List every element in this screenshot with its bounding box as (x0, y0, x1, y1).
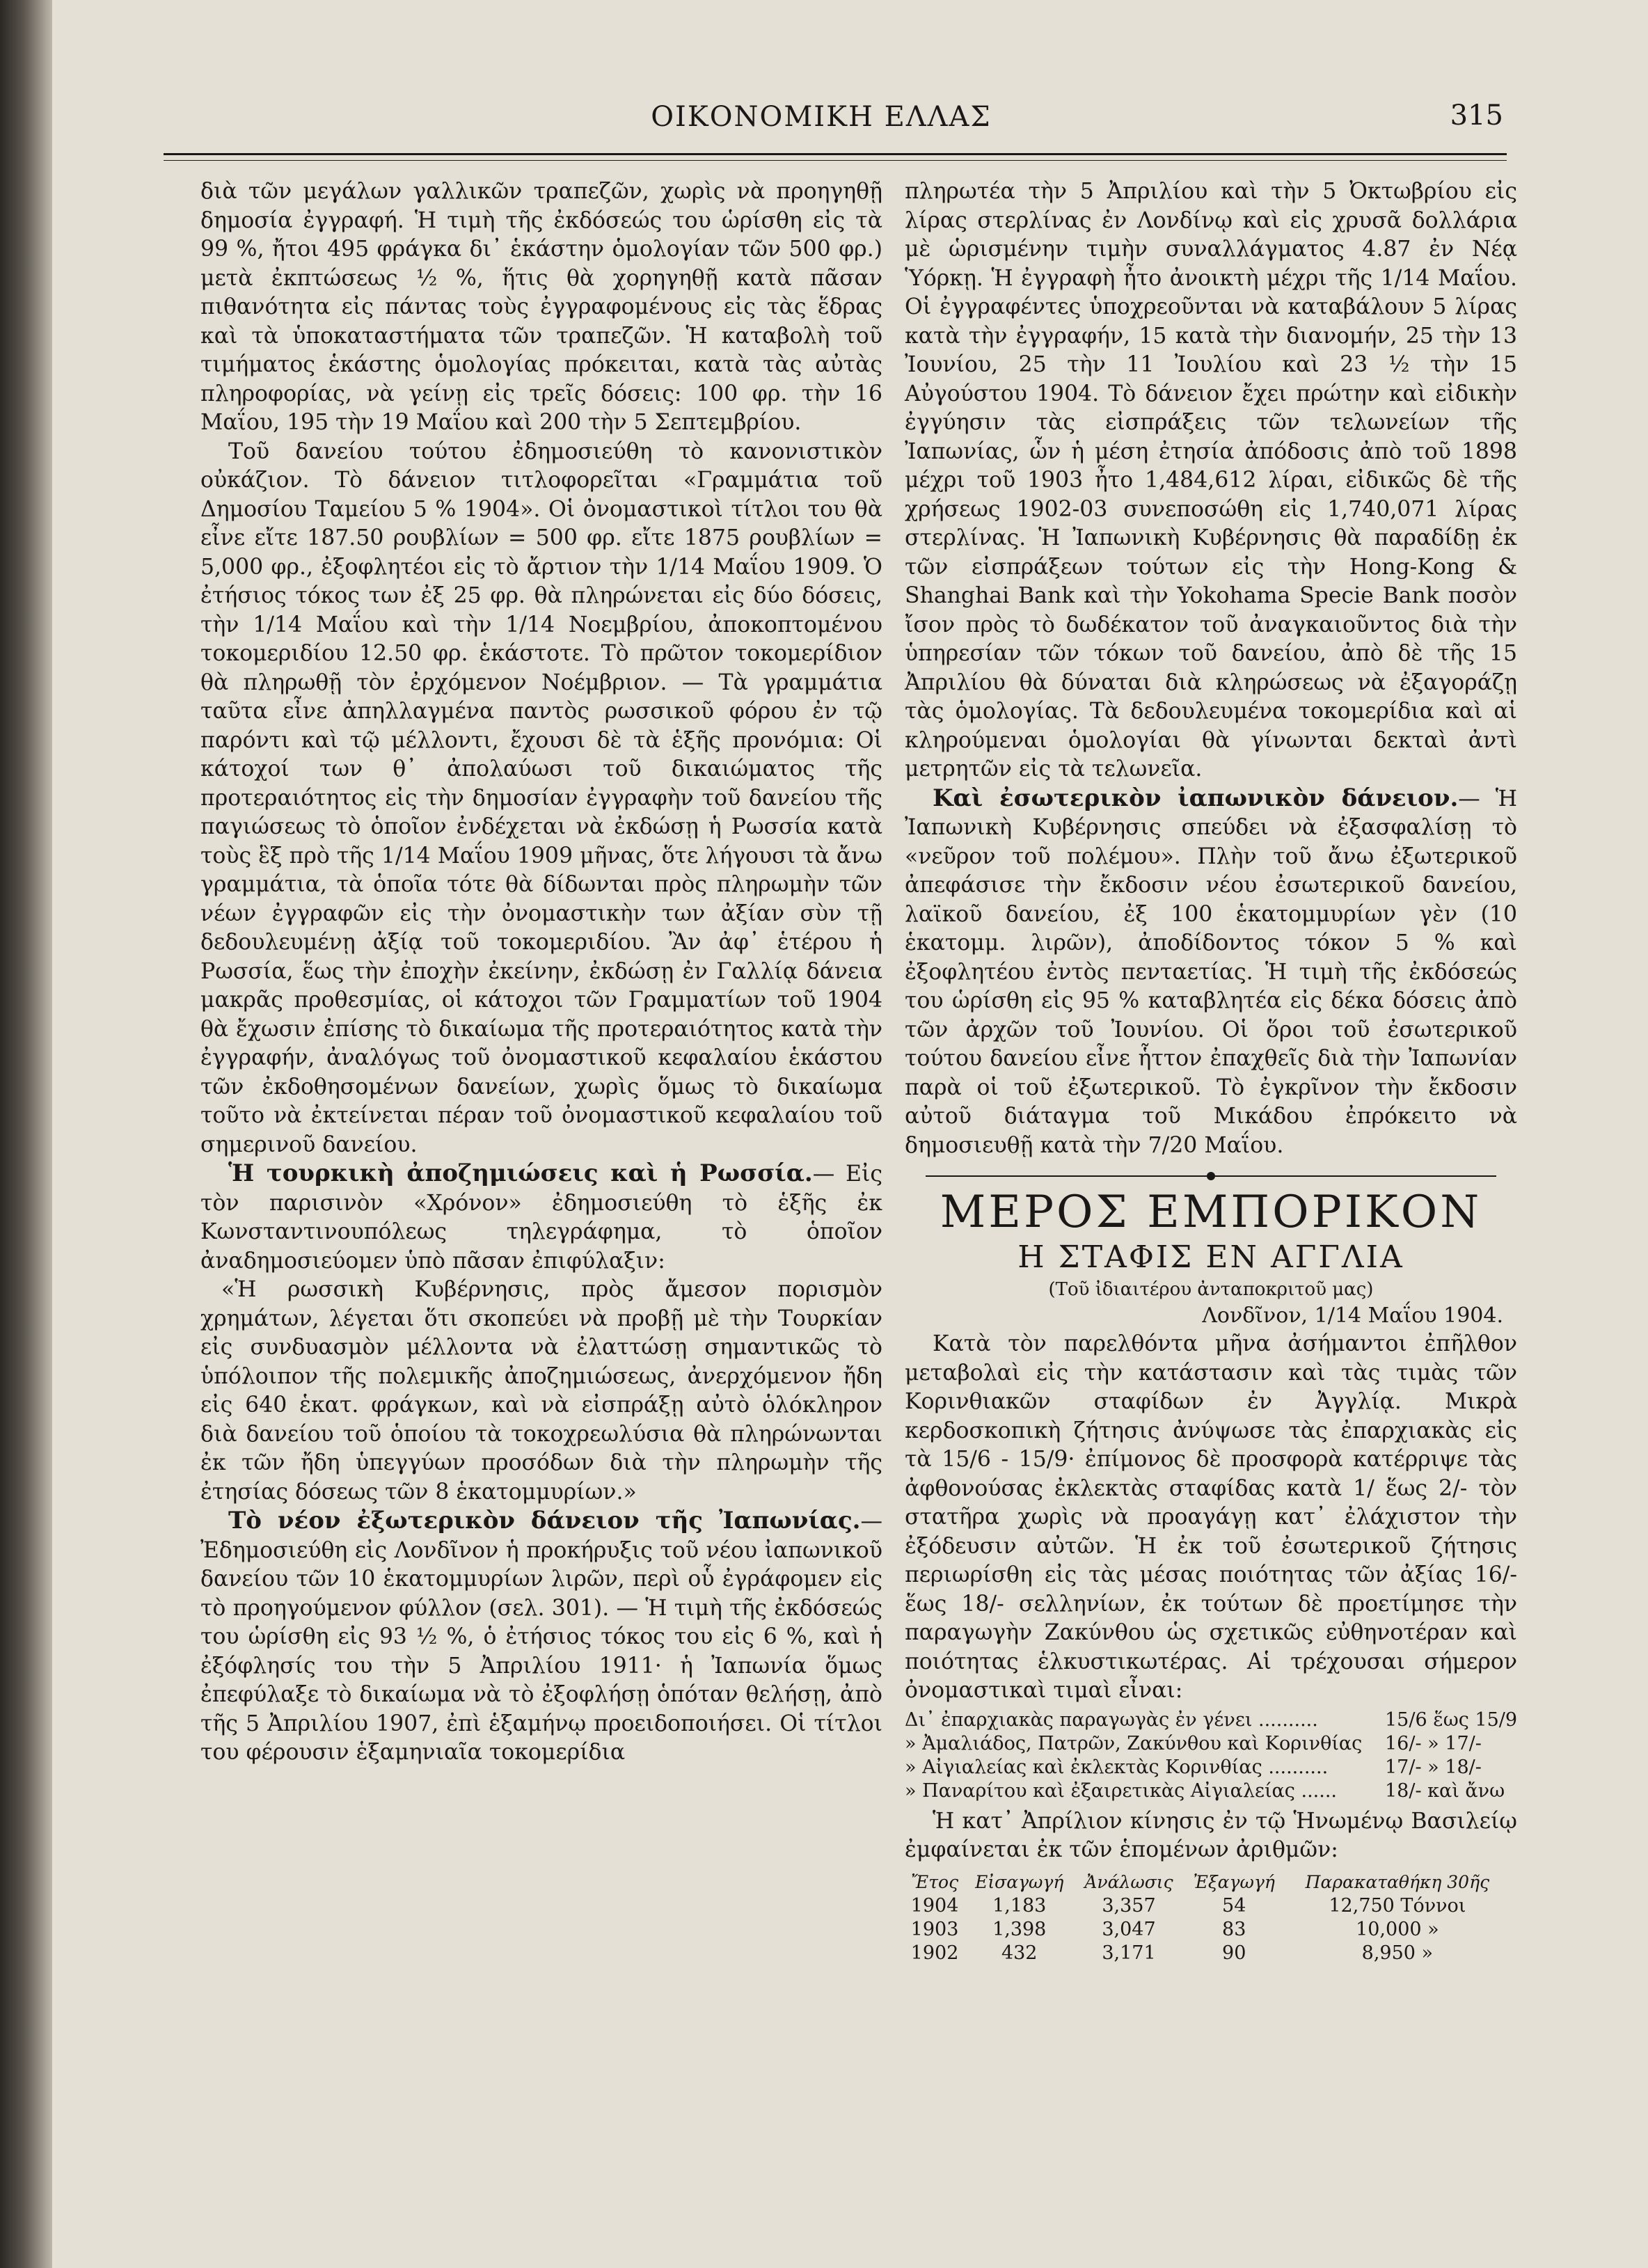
left-column (200, 177, 882, 1768)
paragraph: Κατὰ τὸν παρελθόντα μῆνα ἀσήμαντοι ἐπῆλθον μεταβολαὶ εἰς τὴν κατάστασιν καὶ τὰς τιμὰς τῶν Κορινθιακῶν σταφίδων ἐν Ἀγγλίᾳ. Μικρὰ κερδοσκοπικὴ ζήτησις ἀνύψωσε τὰς ἐπαρχιακὰς εἰς τὰ 15/6 - 15/9· ἐπίμονος δὲ προσφορὰ κατέρριψε τὰς ἀφθονούσας ἐκλεκτὰς σταφίδας κατὰ 1/ ἕως 2/- τὸν στατῆρα χωρὶς νὰ προαγάγῃ κατ᾽ ἐλάχιστον τὴν ἐξόδευσιν αὐτῶν. Ἡ ἐκ τοῦ ἐσωτερικοῦ ζήτησις περιωρίσθη εἰς τὰς μέσας ποιότητας τῶν ἀξίας 16/- ἕως 18/- σελληνίων, ἐκ τούτων δὲ προετίμησε τὴν παραγωγὴν Ζακύνθου ὡς σχετικῶς εὐθηνοτέραν καὶ ποιότητας ἑλκυστικωτέρας. Αἱ τρέχουσαι σήμερον ὀνομαστικαὶ τιμαὶ εἶναι: (905, 1331, 1517, 1703)
price-label: » Ἀμαλιάδος, Πατρῶν, Ζακύνθου καὶ Κορινθίας (905, 1732, 1363, 1754)
quoted-paragraph: «Ἡ ρωσσικὴ Κυβέρνησις, πρὸς ἄμεσον πορισμὸν χρημάτων, λέγεται ὅτι σκοπεύει νὰ προβῇ μὲ τὴν Τουρκίαν εἰς συνδυασμὸν μέλλοντα νὰ ἐλαττώσῃ σημαντικῶς τὸ ὑπόλοιπον τῆς πολεμικῆς ἀποζημιώσεως, ἀνερχόμενον ἤδη εἰς 640 ἑκατ. φράγκων, καὶ νὰ εἰσπράξῃ αὐτὸ ὁλόκληρον διὰ δανείου τοῦ ὁποίου τὰ τοκοχρεωλύσια θὰ πληρώνωνται ἐκ τῶν ἤδη ὑπεγγύων προσόδων διὰ τὴν πληρωμὴν τῆς ἐτησίας δόσεως τῶν 8 ἑκατομμυρίων.» (200, 1277, 882, 1505)
dateline: Λονδῖνον, 1/14 Μαΐου 1904. (1202, 1303, 1503, 1328)
price-row (905, 1708, 1517, 1732)
table-row (905, 1918, 1510, 1942)
price-value: 18/- καὶ ἄνω (1385, 1779, 1505, 1802)
table-row (905, 1894, 1510, 1918)
article-heading: Ἡ τουρκικὴ ἀποζημιώσεις καὶ ἡ Ρωσσία. (228, 1159, 813, 1187)
section-title: ΜΕΡΟΣ ΕΜΠΟΡΙΚΟΝ (940, 1187, 1482, 1238)
column-header: Ἀνάλωσις (1084, 1871, 1173, 1892)
table-cell: 1,183 (992, 1894, 1047, 1917)
price-row (905, 1779, 1517, 1803)
price-value: 17/- » 18/- (1385, 1756, 1482, 1778)
divider-dot (1207, 1172, 1215, 1180)
table-cell: 12,750 Τόννοι (1329, 1894, 1466, 1917)
price-row (905, 1756, 1517, 1779)
header-rule-thin (164, 160, 1507, 161)
column-header: Παρακαταθήκη 30ῆς (1305, 1871, 1490, 1892)
running-title: ΟΙΚΟΝΟΜΙΚΗ ΕΛΛΑΣ (651, 101, 992, 133)
table-cell: 90 (1222, 1942, 1246, 1964)
column-header: Ἐξαγωγή (1193, 1871, 1275, 1892)
column-header: Εἰσαγωγή (975, 1871, 1064, 1892)
page-number: 315 (1450, 100, 1503, 132)
paragraph: Ἡ κατ᾽ Ἀπρίλιον κίνησις ἐν τῷ Ἡνωμένῳ Βασιλείῳ ἐμφαίνεται ἐκ τῶν ἑπομένων ἀριθμῶν: (905, 1808, 1517, 1862)
paragraph (200, 1159, 882, 1276)
table-cell: 3,047 (1102, 1918, 1156, 1940)
paragraph (905, 784, 1517, 1161)
price-label: » Παναρίτου καὶ ἐξαιρετικὰς Αἰγιαλείας ...... (905, 1779, 1337, 1802)
price-label: Δι᾽ ἐπαρχιακὰς παραγωγὰς ἐν γένει .......... (905, 1708, 1318, 1731)
paragraph: Τοῦ δανείου τούτου ἐδημοσιεύθη τὸ κανονιστικὸν οὐκάζιον. Τὸ δάνειον τιτλοφορεῖται «Γραμμάτια τοῦ Δημοσίου Ταμείου 5 % 1904». Οἱ ὀνομαστικοὶ τίτλοι του θὰ εἶνε εἴτε 187.50 ρουβλίων = 500 φρ. εἴτε 1875 ρουβλίων = 5,000 φρ., ἐξοφλητέοι εἰς τὸ ἄρτιον τὴν 1/14 Μαΐου 1909. Ὁ ἐτήσιος τόκος των ἐξ 25 φρ. θὰ πληρώνεται εἰς δύο δόσεις, τὴν 1/14 Μαΐου καὶ τὴν 1/14 Νοεμβρίου, ἀποκοπτομένου τοκομεριδίου 12.50 φρ. ἑκάστοτε. Τὸ πρῶτον τοκομερίδιον θὰ πληρωθῇ τὸν ἐρχόμενον Νοέμβριον. — Τὰ γραμμάτια ταῦτα εἶνε ἀπηλλαγμένα παντὸς ρωσσικοῦ φόρου ἐν τῷ παρόντι καὶ τῷ μέλλοντι, ἔχουσι δὲ τὰ ἑξῆς προνόμια: Οἱ κάτοχοί των θ᾽ ἀπολαύωσι τοῦ δικαιώματος τῆς προτεραιότητος εἰς τὴν δημοσίαν ἐγγραφὴν τοῦ δανείου τῆς παγιώσεως τὸ ὁποῖον ἐνδέχεται νὰ ἐκδώσῃ ἡ Ρωσσία κατὰ τοὺς ἓξ πρὸ τῆς 1/14 Μαΐου 1909 μῆνας, ὅτε λήγουσι τὰ ἄνω γραμμάτια, τὰ ὁποῖα τότε θὰ δίδωνται πρὸς πληρωμὴν τῶν νέων ἐγγραφῶν εἰς τὴν ὀνομαστικὴν των ἀξίαν σὺν τῇ δεδουλευμένῃ ἀξίᾳ τοῦ τοκομεριδίου. Ἂν ἀφ᾽ ἑτέρου ἡ Ρωσσία, ἕως τὴν ἐποχὴν ἐκείνην, ἐκδώσῃ ἐν Γαλλίᾳ δάνεια μακρᾶς προθεσμίας, οἱ κάτοχοι τῶν Γραμματίων τοῦ 1904 θὰ ἔχωσιν ἐπίσης τὸ δικαίωμα τῆς προτεραιότητος κατὰ τὴν ἐγγραφήν, ἀναλόγως τοῦ ὀνομαστικοῦ κεφαλαίου ἑκάστου τῶν ἐκδοθησομένων δανείων, χωρὶς ὅμως τὸ δικαίωμα τοῦτο νὰ ἐκτείνεται πέραν τοῦ ὀνομαστικοῦ κεφαλαίου τοῦ σημερινοῦ δανείου. (200, 438, 882, 1157)
table-cell: 10,000 » (1356, 1918, 1439, 1940)
price-value: 15/6 ἕως 15/9 (1385, 1708, 1518, 1731)
column-header: Ἔτος (910, 1871, 959, 1892)
paragraph-text: — Ἐδημοσιεύθη εἰς Λονδῖνον ἡ προκήρυξις τοῦ νέου ἰαπωνικοῦ δανείου τῶν 10 ἑκατομμυρίων λιρῶν, περὶ οὗ ἐγράφομεν εἰς τὸ προηγούμενον φύλλον (σελ. 301). — Ἡ τιμὴ τῆς ἐκδόσεώς του ὡρίσθη εἰς 93 ½ %, ὁ ἐτήσιος τόκος του εἰς 6 %, καὶ ἡ ἐξόφλησίς του τὴν 5 Ἀπριλίου 1911· ἡ Ἰαπωνία ὅμως ἐπεφύλαξε τὸ δικαίωμα νὰ τὸ ἐξοφλήσῃ ὁπόταν θελήσῃ, ἀπὸ τῆς 5 Ἀπριλίου 1907, ἐπὶ ἑξαμήνῳ προειδοποιήσει. Οἱ τίτλοι του φέρουσιν ἑξαμηνιαῖα τοκομερίδια (200, 1509, 882, 1765)
table-cell: 54 (1222, 1894, 1246, 1917)
paragraph-text: — Ἡ Ἰαπωνικὴ Κυβέρνησις σπεύδει νὰ ἐξασφαλίσῃ τὸ «νεῦρον τοῦ πολέμου». Πλὴν τοῦ ἄνω ἐξωτερικοῦ ἀπεφάσισε τὴν ἔκδοσιν νέου ἐσωτερικοῦ δανείου, λαϊκοῦ δανείου, ἐξ 100 ἑκατομμυρίων γὲν (10 ἑκατομμ. λιρῶν), ἀποδίδοντος τόκον 5 % καὶ ἐξοφλητέου ἐντὸς πενταετίας. Ἡ τιμὴ τῆς ἐκδόσεώς του ὡρίσθη εἰς 95 % καταβλητέα εἰς δέκα δόσεις ἀπὸ τῶν ἀρχῶν τοῦ Ἰουνίου. Οἱ ὅροι τοῦ ἐσωτερικοῦ τούτου δανείου εἶνε ἧττον ἐπαχθεῖς διὰ τὴν Ἰαπωνίαν παρὰ οἱ τοῦ ἐξωτερικοῦ. Τὸ ἐγκρῖνον τὴν ἔκδοσιν αὐτοῦ διάταγμα τοῦ Μικάδου ἐπρόκειτο νὰ δημοσιευθῇ κατὰ τὴν 7/20 Μαΐου. (905, 786, 1517, 1158)
table-cell: 83 (1222, 1918, 1246, 1940)
table-cell: 1904 (910, 1894, 959, 1917)
article-heading: Τὸ νέον ἐξωτερικὸν δάνειον τῆς Ἰαπωνίας. (228, 1507, 861, 1535)
header-rule (164, 153, 1507, 155)
section-subtitle: Η ΣΤΑΦΙΣ ΕΝ ΑΓΓΛΙΑ (1017, 1239, 1404, 1275)
table-cell: 3,171 (1102, 1942, 1156, 1964)
price-list (905, 1708, 1517, 1803)
table-row (905, 1942, 1510, 1965)
correspondent-credit: (Τοῦ ἰδιαιτέρου ἀνταποκριτοῦ μας) (1048, 1279, 1374, 1300)
table-cell: 1,398 (992, 1918, 1047, 1940)
paragraph (200, 1507, 882, 1768)
price-label: » Αἰγιαλείας καὶ ἐκλεκτὰς Κορινθίας .......... (905, 1756, 1329, 1778)
article-heading: Καὶ ἐσωτερικὸν ἰαπωνικὸν δάνειον. (933, 784, 1459, 812)
table-cell: 8,950 » (1361, 1942, 1434, 1964)
book-spine-shadow (0, 0, 52, 2268)
table-cell: 1903 (910, 1918, 959, 1940)
table-cell: 3,357 (1102, 1894, 1156, 1917)
price-value: 16/- » 17/- (1385, 1732, 1482, 1754)
paragraph: διὰ τῶν μεγάλων γαλλικῶν τραπεζῶν, χωρὶς νὰ προηγηθῇ δημοσία ἐγγραφή. Ἡ τιμὴ τῆς ἐκδόσεώς του ὡρίσθη εἰς τὰ 99 %, ἤτοι 495 φράγκα δι᾽ ἑκάστην ὁμολογίαν τῶν 500 φρ.) μετὰ ἐκπτώσεως ½ %, ἥτις θὰ χορηγηθῇ κατὰ πᾶσαν πιθανότητα εἰς πάντας τοὺς ἐγγραφομένους εἰς τὰς ἕδρας καὶ τὰ ὑποκαταστήματα τῶν τραπεζῶν. Ἡ καταβολὴ τοῦ τιμήματος ἑκάστης ὁμολογίας πρόκειται, κατὰ τὰς αὐτὰς πληροφορίας, νὰ γείνῃ εἰς τρεῖς δόσεις: 100 φρ. τὴν 16 Μαΐου, 195 τὴν 19 Μαΐου καὶ 200 τὴν 5 Σεπτεμβρίου. (200, 179, 882, 435)
raisin-stats-table (905, 1871, 1510, 1965)
table-cell: 432 (1001, 1942, 1038, 1964)
table-header-row (905, 1871, 1510, 1894)
price-row (905, 1732, 1517, 1756)
page-header (139, 94, 1503, 143)
section-divider (926, 1175, 1496, 1177)
paragraph: πληρωτέα τὴν 5 Ἀπριλίου καὶ τὴν 5 Ὀκτωβρίου εἰς λίρας στερλίνας ἐν Λονδίνῳ καὶ εἰς χρυσᾶ δολλάρια μὲ ὡρισμένην τιμὴν συναλλάγματος 4.87 ἐν Νέᾳ Ὑόρκῃ. Ἡ ἐγγραφὴ ἦτο ἀνοικτὴ μέχρι τῆς 1/14 Μαΐου. Οἱ ἐγγραφέντες ὑποχρεοῦνται νὰ καταβάλουν 5 λίρας κατὰ τὴν ἐγγραφήν, 15 κατὰ τὴν διανομήν, 25 τὴν 13 Ἰουνίου, 25 τὴν 11 Ἰουλίου καὶ 23 ½ τὴν 15 Αὐγούστου 1904. Τὸ δάνειον ἔχει πρώτην καὶ εἰδικὴν ἐγγύησιν τὰς εἰσπράξεις τῶν τελωνείων τῆς Ἰαπωνίας, ὧν ἡ μέση ἐτησία ἀπόδοσις ἀπὸ τοῦ 1898 μέχρι τοῦ 1903 ἦτο 1,484,612 λίραι, εἰδικῶς δὲ τῆς χρήσεως 1902-03 συνεποσώθη εἰς 1,740,071 λίρας στερλίνας. Ἡ Ἰαπωνικὴ Κυβέρνησις θὰ παραδίδῃ ἐκ τῶν εἰσπράξεων τούτων εἰς τὴν Hong-Kong & Shanghai Bank καὶ τὴν Yokohama Specie Bank ποσὸν ἴσον πρὸς τὸ δωδέκατον τοῦ ἀναγκαιοῦντος διὰ τὴν ὑπηρεσίαν τῶν τόκων τοῦ δανείου, ἀπὸ δὲ τῆς 15 Ἀπριλίου θὰ δύναται διὰ κληρώσεως νὰ ἐξαγοράζῃ τὰς ὁμολογίας. Τὰ δεδουλευμένα τοκομερίδια καὶ αἱ κληρούμεναι ὁμολογίαι θὰ γίνωνται δεκταὶ ἀντὶ μετρητῶν εἰς τὰ τελωνεῖα. (905, 179, 1517, 782)
paragraph-text: — Εἰς τὸν παρισινὸν «Χρόνον» ἐδημοσιεύθη τὸ ἑξῆς ἐκ Κωνσταντινουπόλεως τηλεγράφημα, τὸ ὁποῖον ἀναδημοσιεύομεν ὑπὸ πᾶσαν ἐπιφύλαξιν: (200, 1161, 882, 1274)
right-column (905, 177, 1517, 1965)
table-cell: 1902 (910, 1942, 959, 1964)
